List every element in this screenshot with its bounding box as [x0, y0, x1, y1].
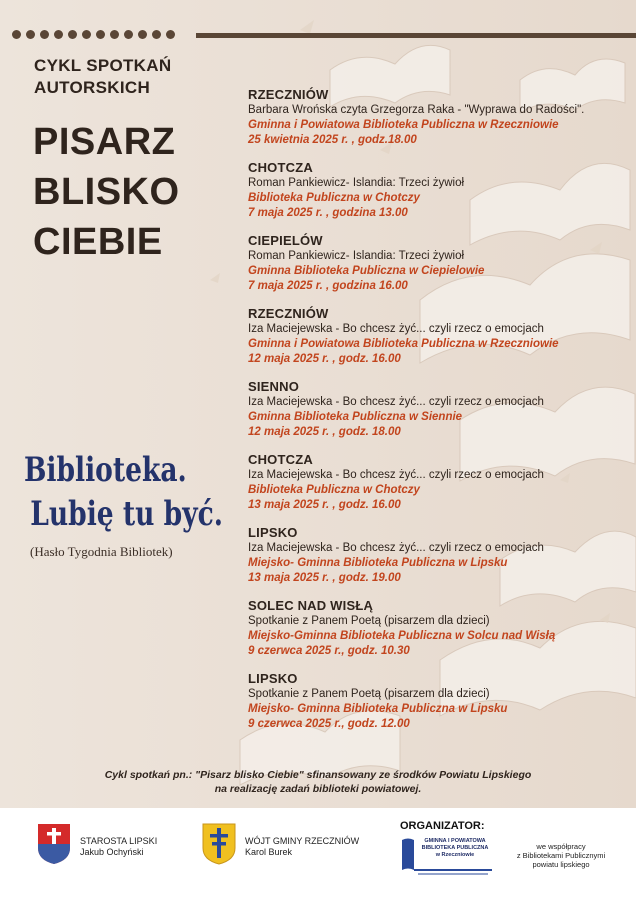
cooperation-note: [496, 842, 626, 869]
event-item: [248, 305, 628, 367]
title-line: CIEBIE: [33, 221, 163, 263]
coop-line: powiatu lipskiego: [532, 860, 590, 869]
subtitle-line: CYKL SPOTKAŃ: [34, 56, 172, 75]
event-place: CHOTCZA: [248, 452, 313, 467]
event-date: 7 maja 2025 r. , godzina 16.00: [248, 280, 408, 292]
event-item: [248, 524, 628, 586]
starosta-name: Jakub Ochyński: [80, 847, 144, 857]
event-venue: Gminna Biblioteka Publiczna w Ciepielowie: [248, 265, 485, 277]
event-place: CIEPIELÓW: [248, 233, 323, 248]
lipsko-county-crest-icon: [36, 822, 72, 866]
wojt-name: Karol Burek: [245, 847, 293, 857]
event-description: Iza Maciejewska - Bo chcesz żyć... czyli rzecz o emocjach: [248, 542, 544, 554]
event-place: RZECZNIÓW: [248, 87, 329, 102]
event-list: [248, 86, 628, 743]
event-date: 12 maja 2025 r. , godz. 16.00: [248, 353, 401, 365]
event-item: [248, 86, 628, 148]
event-description: Iza Maciejewska - Bo chcesz żyć... czyli rzecz o emocjach: [248, 469, 544, 481]
event-venue: Miejsko-Gminna Biblioteka Publiczna w Solcu nad Wisłą: [248, 630, 556, 642]
title-line: PISARZ: [33, 121, 176, 163]
event-venue: Biblioteka Publiczna w Chotczy: [248, 484, 420, 496]
event-description: Iza Maciejewska - Bo chcesz żyć... czyli rzecz o emocjach: [248, 323, 544, 335]
starosta-info: [80, 836, 157, 858]
wojt-info: [245, 836, 359, 858]
event-item: [248, 670, 628, 732]
event-place: LIPSKO: [248, 671, 298, 686]
event-item: [248, 597, 628, 659]
funding-line: Cykl spotkań pn.: "Pisarz blisko Ciebie" sfinansowany ze środków Powiatu Lipskiego: [104, 769, 532, 781]
coop-line: we współpracy: [536, 842, 586, 851]
funding-note: [40, 768, 596, 796]
logo-line: GMINNA I POWIATOWA: [424, 838, 486, 844]
library-slogan: [24, 448, 234, 560]
event-item: [248, 451, 628, 513]
starosta-title: STAROSTA LIPSKI: [80, 836, 158, 846]
logo-line: w Rzeczniowie: [435, 852, 475, 858]
logo-line: BIBLIOTEKA PUBLICZNA: [421, 845, 489, 851]
event-date: 7 maja 2025 r. , godzina 13.00: [248, 207, 408, 219]
event-date: 9 czerwca 2025 r., godz. 10.30: [248, 645, 410, 657]
wojt-title: WÓJT GMINY RZECZNIÓW: [245, 836, 360, 846]
slogan-caption: (Hasło Tygodnia Bibliotek): [30, 544, 173, 559]
event-venue: Gminna Biblioteka Publiczna w Siennie: [248, 411, 463, 423]
event-venue: Miejsko- Gminna Biblioteka Publiczna w Lipsku: [248, 703, 508, 715]
event-date: 25 kwietnia 2025 r. , godz.18.00: [248, 134, 417, 146]
poster-title: [33, 117, 233, 267]
event-date: 9 czerwca 2025 r., godz. 12.00: [248, 718, 410, 730]
event-description: Spotkanie z Panem Poetą (pisarzem dla dzieci): [248, 688, 490, 700]
cycle-subtitle: [34, 55, 234, 99]
event-date: 13 maja 2025 r. , godz. 16.00: [248, 499, 401, 511]
event-venue: Miejsko- Gminna Biblioteka Publiczna w Lipsku: [248, 557, 508, 569]
event-description: Roman Pankiewicz- Islandia: Trzeci żywioł: [248, 177, 465, 189]
title-line: BLISKO: [33, 171, 180, 213]
decorative-top-bar: [196, 33, 636, 38]
decorative-dots: [12, 30, 175, 40]
event-description: Roman Pankiewicz- Islandia: Trzeci żywioł: [248, 250, 465, 262]
event-item: [248, 378, 628, 440]
event-description: Iza Maciejewska - Bo chcesz żyć... czyli rzecz o emocjach: [248, 396, 544, 408]
event-item: [248, 159, 628, 221]
sponsors-footer: [0, 808, 636, 900]
organizer-label: ORGANIZATOR:: [400, 820, 485, 832]
event-place: SOLEC NAD WISŁĄ: [248, 598, 374, 613]
event-item: [248, 232, 628, 294]
rzeczniow-commune-crest-icon: [201, 822, 237, 866]
event-place: LIPSKO: [248, 525, 298, 540]
funding-line: na realizację zadań biblioteki powiatowej.: [214, 783, 422, 795]
subtitle-line: AUTORSKICH: [34, 78, 151, 97]
event-description: Barbara Wrońska czyta Grzegorza Raka - "Wyprawa do Radości".: [248, 104, 585, 116]
event-venue: Gminna i Powiatowa Biblioteka Publiczna w Rzeczniowie: [248, 119, 559, 131]
event-place: SIENNO: [248, 379, 300, 394]
library-logo-text: [416, 838, 494, 859]
event-place: RZECZNIÓW: [248, 306, 329, 321]
event-venue: Biblioteka Publiczna w Chotczy: [248, 192, 420, 204]
event-venue: Gminna i Powiatowa Biblioteka Publiczna w Rzeczniowie: [248, 338, 559, 350]
slogan-line: Biblioteka.: [24, 450, 187, 490]
coop-line: z Bibliotekami Publicznymi: [516, 851, 606, 860]
event-place: CHOTCZA: [248, 160, 313, 175]
event-description: Spotkanie z Panem Poetą (pisarzem dla dzieci): [248, 615, 490, 627]
event-date: 12 maja 2025 r. , godz. 18.00: [248, 426, 401, 438]
slogan-line: Lubię tu być.: [30, 494, 223, 534]
event-date: 13 maja 2025 r. , godz. 19.00: [248, 572, 401, 584]
